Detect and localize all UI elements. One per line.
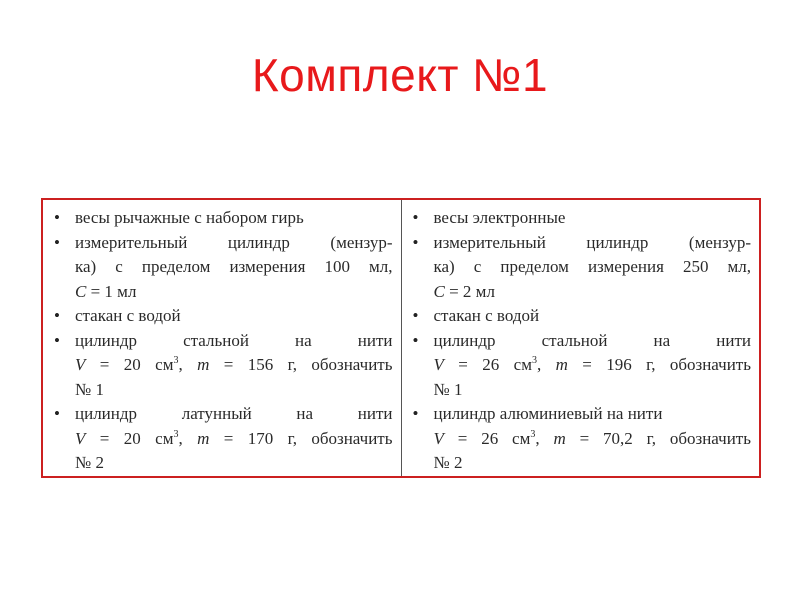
value-text: = 70,2 г, обозначить xyxy=(565,428,751,448)
item-text: № 1 xyxy=(433,379,463,399)
left-list xyxy=(51,206,393,476)
item-text xyxy=(434,280,752,305)
item-text xyxy=(75,427,393,452)
superscript: 3 xyxy=(173,428,179,440)
bullet-icon: • xyxy=(54,208,60,227)
var-m: m xyxy=(197,428,210,448)
item-text xyxy=(434,427,752,452)
item-text: № 2 xyxy=(75,453,104,472)
value-text: = 2 мл xyxy=(444,281,495,301)
item-text xyxy=(75,280,393,305)
right-column xyxy=(402,200,760,476)
equipment-table xyxy=(41,198,761,478)
var-v: V xyxy=(75,355,86,374)
list-item xyxy=(51,402,393,476)
separator-text: , xyxy=(178,355,198,374)
left-column xyxy=(43,200,402,476)
var-c: C xyxy=(433,281,445,301)
item-text xyxy=(434,353,752,378)
value-text: = 196 г, обозначить xyxy=(567,355,751,374)
item-text: стакан с водой xyxy=(433,306,540,325)
bullet-icon: • xyxy=(54,330,60,350)
var-m: m xyxy=(197,355,210,374)
item-text: № 2 xyxy=(433,453,463,472)
slide-title: Комплект №1 xyxy=(251,49,549,101)
bullet-icon: • xyxy=(412,306,419,325)
superscript: 3 xyxy=(530,428,536,440)
separator-text: , xyxy=(178,428,198,448)
superscript: 3 xyxy=(173,355,179,366)
list-item xyxy=(51,231,393,305)
var-m: m xyxy=(553,428,566,448)
item-text: № 1 xyxy=(75,379,104,399)
var-c: C xyxy=(75,281,87,301)
right-list xyxy=(410,206,752,476)
value-text: = 170 г, обозначить xyxy=(209,428,393,448)
var-v: V xyxy=(433,355,444,374)
value-text: = 20 см xyxy=(85,355,174,374)
var-v: V xyxy=(75,428,86,448)
item-text: измерительный цилиндр (мензур- xyxy=(433,232,751,252)
list-item xyxy=(51,304,393,329)
list-item xyxy=(51,329,393,403)
list-item xyxy=(410,329,752,403)
list-item xyxy=(410,231,752,305)
item-text: цилиндр алюминиевый на нити xyxy=(433,404,663,423)
value-text: = 156 г, обозначить xyxy=(209,355,393,374)
list-item xyxy=(410,304,752,329)
superscript: 3 xyxy=(531,355,537,366)
item-text: ка) с пределом измерения 100 мл, xyxy=(75,257,393,276)
value-text: = 20 см xyxy=(85,428,174,448)
item-text: цилиндр стальной на нити xyxy=(433,330,751,350)
separator-text: , xyxy=(536,355,556,374)
bullet-icon: • xyxy=(412,330,419,350)
bullet-icon: • xyxy=(54,232,60,252)
value-text: = 26 см xyxy=(443,355,532,374)
separator-text: , xyxy=(535,428,554,448)
item-text: цилиндр латунный на нити xyxy=(75,404,393,423)
item-text: стакан с водой xyxy=(75,306,181,325)
item-text: цилиндр стальной на нити xyxy=(75,330,393,350)
item-text: ка) с пределом измерения 250 мл, xyxy=(433,257,751,276)
list-item xyxy=(410,206,752,231)
var-v: V xyxy=(433,428,444,448)
value-text: = 1 мл xyxy=(86,281,137,301)
list-item xyxy=(51,206,393,231)
list-item xyxy=(410,402,752,476)
bullet-icon: • xyxy=(412,404,419,423)
item-text: весы электронные xyxy=(433,208,566,227)
bullet-icon: • xyxy=(412,232,419,252)
item-text: измерительный цилиндр (мензур- xyxy=(75,232,393,252)
item-text: весы рычажные с набором гирь xyxy=(75,208,304,227)
value-text: = 26 см xyxy=(443,428,531,448)
item-text xyxy=(75,353,393,378)
bullet-icon: • xyxy=(412,208,419,227)
bullet-icon: • xyxy=(54,404,60,423)
var-m: m xyxy=(555,355,568,374)
bullet-icon: • xyxy=(54,306,60,325)
